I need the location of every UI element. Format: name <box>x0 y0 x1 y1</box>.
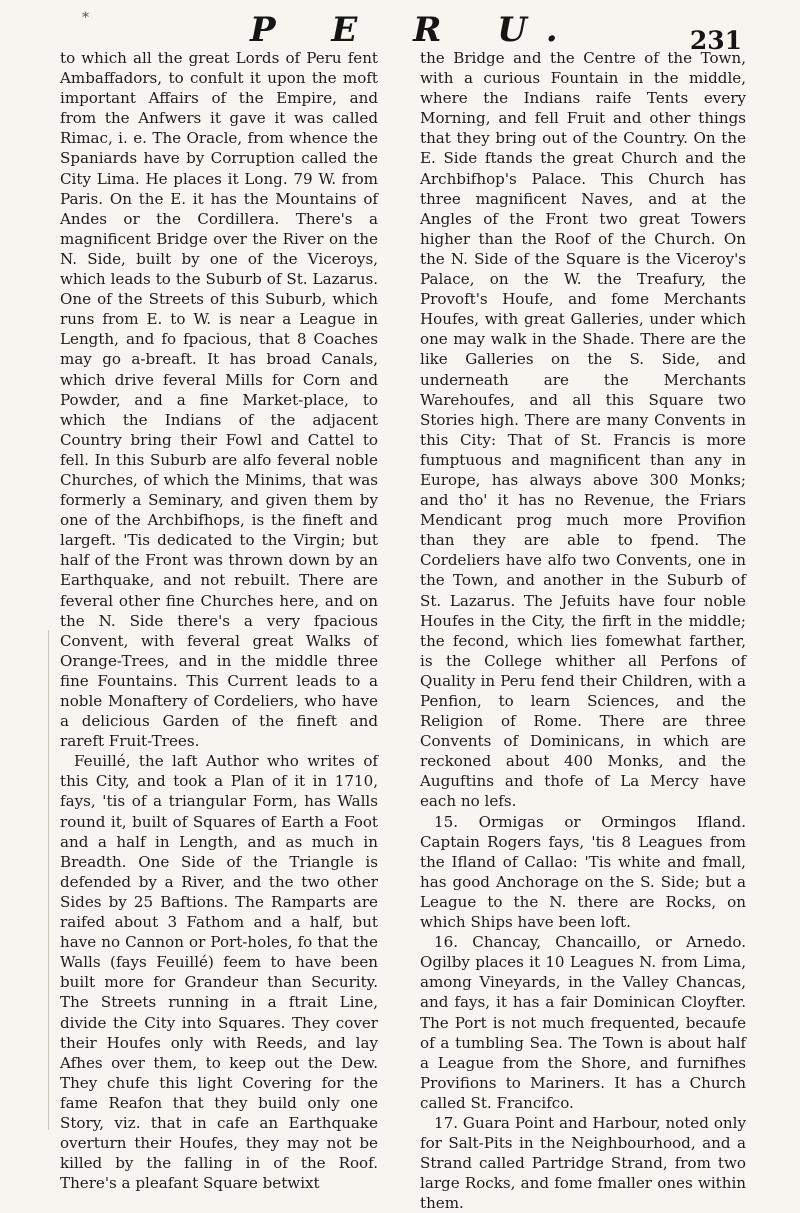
paragraph: the Bridge and the Centre of the Town, with a curious Fountain in the middle, where the Indians raife Tents every Morning, and fell Fruit and other things that they bring out of the Country. On the E. Side ftands the great Church and the Archbifhop's Palace. This Church has three magnificent Naves, and at the Angles of the Front two great Towers higher than the Roof of the Church. On the N. Side of the Square is the Viceroy's Palace, on the W. the Treafury, the Provoft's Houfe, and fome Merchants Houfes, with great Galleries, under which one may walk in the Shade. There are the like Galleries on the S. Side, and underneath are the Merchants Warehoufes, and all this Square two Stories high. There are many Convents in this City: That of St. Francis is more fumptuous and magnificent than any in Europe, has always above 300 Monks; and tho' it has no Revenue, the Friars Mendicant prog much more Provifion than they are able to fpend. The Cordeliers have alfo two Convents, one in the Town, and another in the Suburb of St. Lazarus. The Jefuits have four noble Houfes in the City, the firft in the middle; the fecond, which lies fomewhat farther, is the College whither all Perfons of Quality in Peru fend their Children, with a Penfion, to learn Sciences, and the Religion of Rome. There are three Convents of Dominicans, in which are reckoned about 400 Monks, and the Auguftins and thofe of La Mercy have each no lefs. <box>420 49 746 811</box>
paragraph: to which all the great Lords of Peru fent Ambaffadors, to confult it upon the moft important Affairs of the Empire, and from the Anfwers it gave it was called Rimac, i. e. The Oracle, from whence the Spaniards have by Corruption called the City Lima. He places it Long. 79 W. from Paris. On the E. it has the Mountains of Andes or the Cordillera. There's a magnificent Bridge over the River on the N. Side, built by one of the Viceroys, which leads to the Suburb of St. Lazarus. One of the Streets of this Suburb, which runs from E. to W. is near a League in Length, and fo fpacious, that 8 Coaches may go a-breaft. It has broad Canals, which drive feveral Mills for Corn and Powder, and a fine Market-place, to which the Indians of the adjacent Country bring their Fowl and Cattel to fell. In this Suburb are alfo feveral noble Churches, of which the Minims, that was formerly a Seminary, and given them by one of the Archbifhops, is the fineft and largeft. 'Tis dedicated to the Virgin; but half of the Front was thrown down by an Earthquake, and not rebuilt. There are feveral other fine Churches here, and on the N. Side there's a very fpacious Convent, with feveral great Walks of Orange-Trees, and in the middle three fine Fountains. This Current leads to a noble Monaftery of Cordeliers, who have a delicious Garden of the fineft and rareft Fruit-Trees. <box>60 49 378 751</box>
running-head: P E R U. <box>250 10 580 50</box>
right-column <box>420 48 746 1213</box>
paragraph: 16. Chancay, Chancaillo, or Arnedo. Ogilby places it 10 Leagues N. from Lima, among Vineyards, in the Valley Chancas, and fays, it has a fair Dominican Cloyfter. The Port is not much frequented, becaufe of a tumbling Sea. The Town is about half a League from the Shore, and furnifhes Provifions to Mariners. It has a Church called St. Francifco. <box>420 933 746 1112</box>
left-column <box>60 48 378 1193</box>
paragraph: 17. Guara Point and Harbour, noted only for Salt-Pits in the Neighbourhood, and a Strand called Partridge Strand, from two large Rocks, and fome fmaller ones within them. <box>420 1113 746 1213</box>
page-number: 231 <box>689 26 742 55</box>
corner-mark: * <box>82 10 89 26</box>
paragraph: Feuillé, the laft Author who writes of this City, and took a Plan of it in 1710, fays, 'tis of a triangular Form, has Walls round it, built of Squares of Earth a Foot and a half in Length, and as much in Breadth. One Side of the Triangle is defended by a River, and the two other Sides by 25 Baftions. The Ramparts are raifed about 3 Fathom and a half, but have no Cannon or Port-holes, fo that the Walls (fays Feuillé) feem to have been built more for Grandeur than Security. The Streets running in a ftrait Line, divide the City into Squares. They cover their Houfes only with Reeds, and lay Afhes over them, to keep out the Dew. They chufe this light Covering for the fame Reafon that they build only one Story, viz. that in cafe an Earthquake overturn their Houfes, they may not be killed by the falling in of the Roof. There's a pleafant Square betwixt <box>60 752 378 1193</box>
paragraph: 15. Ormigas or Ormingos Ifland. Captain Rogers fays, 'tis 8 Leagues from the Ifland of Callao: 'Tis white and fmall, has good Anchorage on the S. Side; but a League to the N. there are Rocks, on which Ships have been loft. <box>420 812 746 932</box>
margin-line <box>48 630 49 1130</box>
